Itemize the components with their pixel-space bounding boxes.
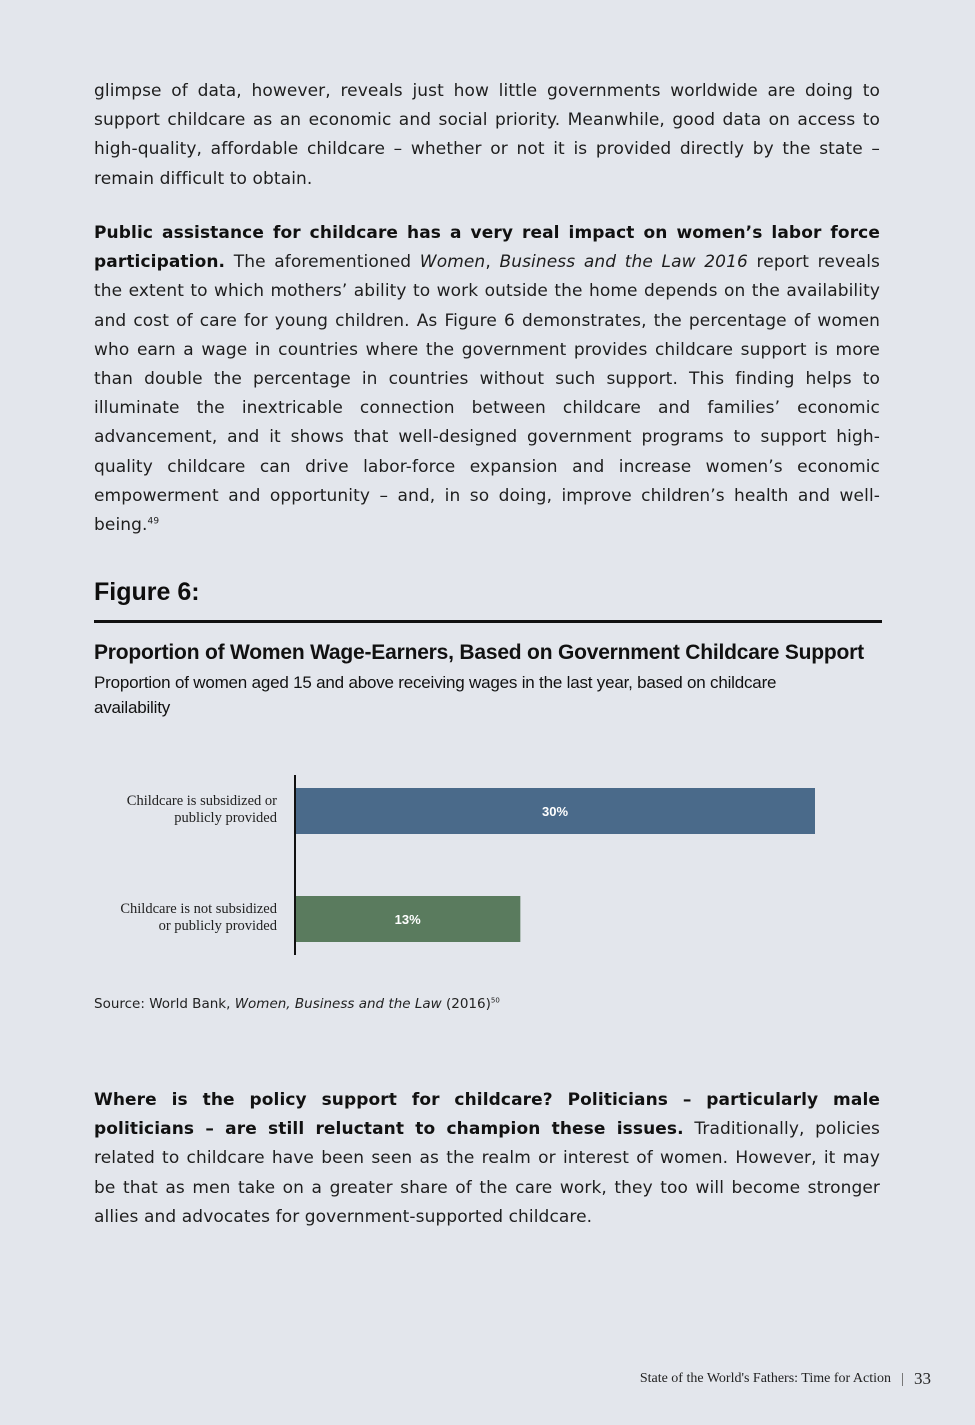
- figure-label: Figure 6:: [94, 578, 200, 606]
- source-prefix: Source: World Bank,: [94, 996, 235, 1012]
- report-title-part-1: Women: [419, 252, 486, 273]
- report-title-part-2: Business and the Law 2016: [499, 252, 748, 273]
- paragraph-2-text-b: ,: [485, 252, 500, 273]
- footnote-ref-49[interactable]: 49: [147, 516, 160, 527]
- paragraph-3-text: Traditionally, policies related to childcare have been seen as the realm or interest of women. However, it may be that as men take on a greater share of the care work, they too will become stronger allies and advocates for government-supported childcare.: [94, 1119, 880, 1227]
- paragraph-1-text: glimpse of data, however, reveals just how little governments worldwide are doing to support childcare as an economic and social priority. Meanwhile, good data on access to high-quality, affordable childcare – whether or not it is provided directly by the state – remain difficult to obtain.: [94, 81, 880, 189]
- source-suffix: (2016): [441, 996, 491, 1012]
- paragraph-3-lead: Where is the policy support for childcare? Politicians – particularly male politicians – are still reluctant to champion these issues.: [94, 1090, 880, 1140]
- footer-title: State of the World's Fathers: Time for Action: [639, 1371, 891, 1386]
- chart-title: Proportion of Women Wage-Earners, Based on Government Childcare Support: [94, 641, 864, 664]
- category-label-1: Childcare is not subsidized or publicly provided: [120, 901, 277, 934]
- bar-value-label-0: 30%: [541, 804, 569, 819]
- page-number: 33: [914, 1369, 931, 1388]
- body-paragraph-3: [94, 1086, 880, 1232]
- paragraph-2-text-a: The aforementioned: [225, 252, 420, 273]
- figure-source: [94, 996, 500, 1012]
- footnote-ref-50[interactable]: 50: [490, 996, 500, 1005]
- chart-subtitle: Proportion of women aged 15 and above receiving wages in the last year, based on childcare availability: [94, 673, 777, 717]
- footer-separator: [902, 1373, 903, 1386]
- paragraph-2-lead: Public assistance for childcare has a very real impact on women’s labor force participation.: [94, 223, 880, 273]
- category-label-0: Childcare is subsidized or publicly provided: [126, 793, 277, 826]
- source-title: Women, Business and the Law: [234, 996, 442, 1012]
- paragraph-2-text-c: report reveals the extent to which mothers’ ability to work outside the home depends on the availability and cost of care for young children. As Figure 6 demonstrates, the percentage of women who earn a wage in countries where the government provides childcare support is more than double the percentage in countries without such support. This finding helps to illuminate the inextricable connection between childcare and families’ economic advancement, and it shows that well-designed government programs to support high-quality childcare can drive labor-force expansion and increase women’s economic empowerment and opportunity – and, in so doing, improve children’s health and well-being.: [94, 252, 880, 536]
- page-footer: [640, 1369, 931, 1389]
- bar-value-label-1: 13%: [394, 912, 421, 927]
